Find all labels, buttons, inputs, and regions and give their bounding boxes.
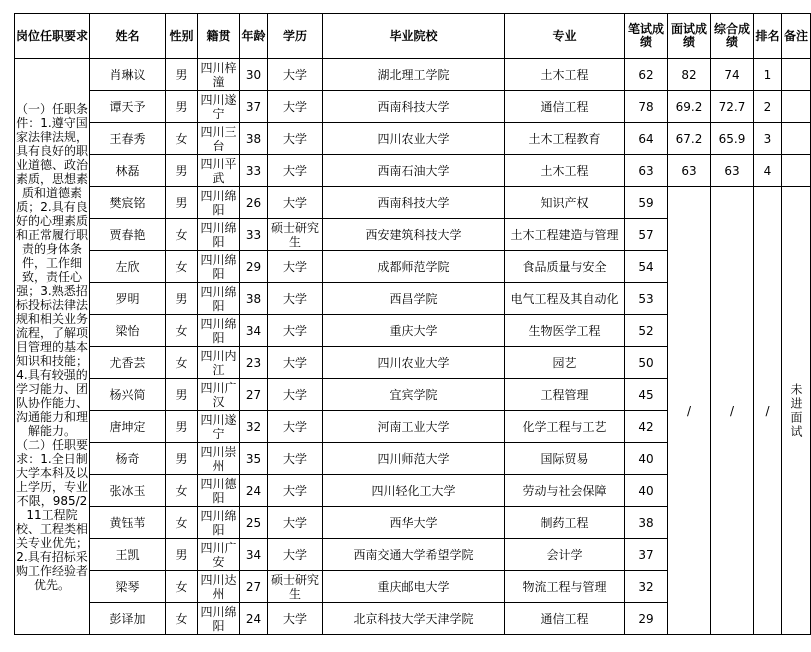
cell-major: 物流工程与管理 xyxy=(505,571,625,603)
cell-gender: 男 xyxy=(166,91,198,123)
cell-origin: 四川绵阳 xyxy=(198,507,240,539)
table-row xyxy=(15,187,811,219)
cell-school: 西昌学院 xyxy=(323,283,505,315)
score-table xyxy=(14,13,811,635)
cell-name: 唐坤定 xyxy=(90,411,166,443)
cell-school: 成都师范学院 xyxy=(323,251,505,283)
cell-origin: 四川遂宁 xyxy=(198,411,240,443)
cell-age: 38 xyxy=(240,123,268,155)
cell-gender: 男 xyxy=(166,59,198,91)
header-school: 毕业院校 xyxy=(323,14,505,59)
cell-education: 硕士研究生 xyxy=(268,219,323,251)
cell-gender: 男 xyxy=(166,411,198,443)
cell-origin: 四川遂宁 xyxy=(198,91,240,123)
cell-name: 梁怡 xyxy=(90,315,166,347)
cell-name: 杨奇 xyxy=(90,443,166,475)
cell-written-score: 40 xyxy=(625,475,668,507)
cell-rank: 1 xyxy=(754,59,782,91)
cell-age: 26 xyxy=(240,187,268,219)
cell-school: 西安建筑科技大学 xyxy=(323,219,505,251)
cell-name: 樊宸铭 xyxy=(90,187,166,219)
header-row xyxy=(15,14,811,59)
cell-interview-score: 63 xyxy=(668,155,711,187)
cell-major: 通信工程 xyxy=(505,603,625,635)
cell-school: 四川农业大学 xyxy=(323,123,505,155)
cell-school: 湖北理工学院 xyxy=(323,59,505,91)
cell-education: 大学 xyxy=(268,507,323,539)
cell-written-score: 63 xyxy=(625,155,668,187)
cell-gender: 女 xyxy=(166,123,198,155)
cell-age: 34 xyxy=(240,539,268,571)
cell-name: 王春秀 xyxy=(90,123,166,155)
cell-education: 大学 xyxy=(268,315,323,347)
cell-education: 大学 xyxy=(268,91,323,123)
cell-major: 食品质量与安全 xyxy=(505,251,625,283)
cell-name: 谭天予 xyxy=(90,91,166,123)
cell-age: 32 xyxy=(240,411,268,443)
cell-school: 西南交通大学希望学院 xyxy=(323,539,505,571)
cell-major: 生物医学工程 xyxy=(505,315,625,347)
requirements-cell: （一）任职条件：1.遵守国家法律法规，具有良好的职业道德、政治素质，思想素质和道德素质；2.具有良好的心理素质和正常履行职责的身体条件，工作细致，责任心强；3.熟悉招标投标法律法规和相关业务流程，了解项目管理的基本知识和技能；4.具有较强的学习能力、团队协作能力、沟通能力和理解能力。 （二）任职要求：1.全日制大学本科及以上学历，专业不限，985/211工程院校、工程类相关专业优先；2.具有招标采购工作经验者优先。 xyxy=(15,59,90,635)
cell-age: 24 xyxy=(240,475,268,507)
cell-note-empty xyxy=(782,123,811,155)
header-education: 学历 xyxy=(268,14,323,59)
cell-name: 梁琴 xyxy=(90,571,166,603)
cell-name: 罗明 xyxy=(90,283,166,315)
cell-origin: 四川梓潼 xyxy=(198,59,240,91)
cell-school: 西南石油大学 xyxy=(323,155,505,187)
cell-school: 北京科技大学天津学院 xyxy=(323,603,505,635)
cell-education: 大学 xyxy=(268,443,323,475)
cell-written-score: 32 xyxy=(625,571,668,603)
cell-note-empty xyxy=(782,91,811,123)
table-row xyxy=(15,123,811,155)
cell-name: 杨兴简 xyxy=(90,379,166,411)
cell-school: 重庆大学 xyxy=(323,315,505,347)
merged-rank-slash: / xyxy=(754,187,782,635)
header-written-score: 笔试成绩 xyxy=(625,14,668,59)
cell-education: 大学 xyxy=(268,603,323,635)
cell-rank: 4 xyxy=(754,155,782,187)
header-interview-score: 面试成绩 xyxy=(668,14,711,59)
cell-origin: 四川广安 xyxy=(198,539,240,571)
header-major: 专业 xyxy=(505,14,625,59)
cell-major: 会计学 xyxy=(505,539,625,571)
cell-age: 35 xyxy=(240,443,268,475)
cell-note-empty xyxy=(782,155,811,187)
cell-written-score: 40 xyxy=(625,443,668,475)
cell-major: 工程管理 xyxy=(505,379,625,411)
cell-gender: 男 xyxy=(166,283,198,315)
cell-education: 大学 xyxy=(268,539,323,571)
cell-education: 大学 xyxy=(268,475,323,507)
cell-name: 张冰玉 xyxy=(90,475,166,507)
cell-origin: 四川三台 xyxy=(198,123,240,155)
cell-age: 24 xyxy=(240,603,268,635)
cell-education: 大学 xyxy=(268,411,323,443)
cell-name: 尤香芸 xyxy=(90,347,166,379)
cell-name: 彭译加 xyxy=(90,603,166,635)
cell-origin: 四川绵阳 xyxy=(198,315,240,347)
cell-origin: 四川广汉 xyxy=(198,379,240,411)
cell-major: 园艺 xyxy=(505,347,625,379)
header-rank: 排名 xyxy=(754,14,782,59)
cell-gender: 女 xyxy=(166,347,198,379)
cell-age: 30 xyxy=(240,59,268,91)
cell-total-score: 74 xyxy=(711,59,754,91)
cell-major: 国际贸易 xyxy=(505,443,625,475)
cell-major: 土木工程建造与管理 xyxy=(505,219,625,251)
cell-gender: 男 xyxy=(166,379,198,411)
cell-gender: 女 xyxy=(166,219,198,251)
header-gender: 性别 xyxy=(166,14,198,59)
cell-interview-score: 69.2 xyxy=(668,91,711,123)
table-row xyxy=(15,155,811,187)
cell-major: 土木工程教育 xyxy=(505,123,625,155)
cell-school: 西华大学 xyxy=(323,507,505,539)
cell-age: 33 xyxy=(240,155,268,187)
cell-school: 四川农业大学 xyxy=(323,347,505,379)
cell-written-score: 52 xyxy=(625,315,668,347)
cell-origin: 四川德阳 xyxy=(198,475,240,507)
cell-written-score: 59 xyxy=(625,187,668,219)
cell-name: 左欣 xyxy=(90,251,166,283)
cell-major: 电气工程及其自动化 xyxy=(505,283,625,315)
cell-school: 河南工业大学 xyxy=(323,411,505,443)
cell-written-score: 50 xyxy=(625,347,668,379)
cell-written-score: 62 xyxy=(625,59,668,91)
cell-age: 34 xyxy=(240,315,268,347)
cell-age: 37 xyxy=(240,91,268,123)
cell-education: 大学 xyxy=(268,283,323,315)
merged-interview-slash: / xyxy=(668,187,711,635)
cell-origin: 四川达州 xyxy=(198,571,240,603)
cell-age: 27 xyxy=(240,379,268,411)
cell-gender: 男 xyxy=(166,539,198,571)
cell-education: 大学 xyxy=(268,379,323,411)
cell-name: 王凯 xyxy=(90,539,166,571)
cell-written-score: 78 xyxy=(625,91,668,123)
cell-total-score: 65.9 xyxy=(711,123,754,155)
header-note: 备注 xyxy=(782,14,811,59)
header-age: 年龄 xyxy=(240,14,268,59)
cell-school: 西南科技大学 xyxy=(323,91,505,123)
cell-written-score: 54 xyxy=(625,251,668,283)
cell-origin: 四川绵阳 xyxy=(198,251,240,283)
cell-education: 大学 xyxy=(268,155,323,187)
cell-name: 贾春艳 xyxy=(90,219,166,251)
cell-origin: 四川平武 xyxy=(198,155,240,187)
cell-age: 29 xyxy=(240,251,268,283)
cell-major: 土木工程 xyxy=(505,59,625,91)
cell-rank: 3 xyxy=(754,123,782,155)
cell-total-score: 63 xyxy=(711,155,754,187)
cell-major: 知识产权 xyxy=(505,187,625,219)
cell-rank: 2 xyxy=(754,91,782,123)
cell-origin: 四川绵阳 xyxy=(198,603,240,635)
cell-gender: 女 xyxy=(166,571,198,603)
cell-school: 西南科技大学 xyxy=(323,187,505,219)
cell-written-score: 38 xyxy=(625,507,668,539)
cell-gender: 男 xyxy=(166,443,198,475)
cell-major: 制药工程 xyxy=(505,507,625,539)
cell-major: 土木工程 xyxy=(505,155,625,187)
cell-education: 大学 xyxy=(268,251,323,283)
merged-total-slash: / xyxy=(711,187,754,635)
cell-gender: 女 xyxy=(166,475,198,507)
cell-written-score: 64 xyxy=(625,123,668,155)
cell-name: 肖琳议 xyxy=(90,59,166,91)
cell-major: 劳动与社会保障 xyxy=(505,475,625,507)
cell-age: 27 xyxy=(240,571,268,603)
cell-origin: 四川绵阳 xyxy=(198,187,240,219)
cell-education: 硕士研究生 xyxy=(268,571,323,603)
table-row xyxy=(15,91,811,123)
cell-education: 大学 xyxy=(268,59,323,91)
score-table-wrapper xyxy=(14,13,811,635)
cell-school: 宜宾学院 xyxy=(323,379,505,411)
cell-gender: 男 xyxy=(166,155,198,187)
cell-origin: 四川绵阳 xyxy=(198,219,240,251)
table-body xyxy=(15,59,811,635)
cell-age: 23 xyxy=(240,347,268,379)
table-row xyxy=(15,59,811,91)
merged-note: 未进面试 xyxy=(782,187,811,635)
cell-name: 黄钰苇 xyxy=(90,507,166,539)
cell-gender: 女 xyxy=(166,251,198,283)
header-name: 姓名 xyxy=(90,14,166,59)
cell-age: 33 xyxy=(240,219,268,251)
cell-written-score: 29 xyxy=(625,603,668,635)
cell-origin: 四川绵阳 xyxy=(198,283,240,315)
cell-major: 化学工程与工艺 xyxy=(505,411,625,443)
cell-gender: 女 xyxy=(166,507,198,539)
cell-major: 通信工程 xyxy=(505,91,625,123)
cell-interview-score: 82 xyxy=(668,59,711,91)
cell-origin: 四川内江 xyxy=(198,347,240,379)
cell-origin: 四川崇州 xyxy=(198,443,240,475)
cell-age: 38 xyxy=(240,283,268,315)
header-requirements: 岗位任职要求 xyxy=(15,14,90,59)
cell-written-score: 45 xyxy=(625,379,668,411)
cell-education: 大学 xyxy=(268,347,323,379)
cell-total-score: 72.7 xyxy=(711,91,754,123)
cell-school: 四川师范大学 xyxy=(323,443,505,475)
cell-school: 重庆邮电大学 xyxy=(323,571,505,603)
cell-name: 林磊 xyxy=(90,155,166,187)
cell-education: 大学 xyxy=(268,187,323,219)
cell-age: 25 xyxy=(240,507,268,539)
cell-written-score: 37 xyxy=(625,539,668,571)
cell-interview-score: 67.2 xyxy=(668,123,711,155)
cell-gender: 女 xyxy=(166,315,198,347)
cell-school: 四川轻化工大学 xyxy=(323,475,505,507)
cell-education: 大学 xyxy=(268,123,323,155)
header-origin: 籍贯 xyxy=(198,14,240,59)
cell-note-empty xyxy=(782,59,811,91)
cell-written-score: 57 xyxy=(625,219,668,251)
cell-written-score: 42 xyxy=(625,411,668,443)
cell-written-score: 53 xyxy=(625,283,668,315)
header-total-score: 综合成绩 xyxy=(711,14,754,59)
cell-gender: 女 xyxy=(166,603,198,635)
cell-gender: 男 xyxy=(166,187,198,219)
